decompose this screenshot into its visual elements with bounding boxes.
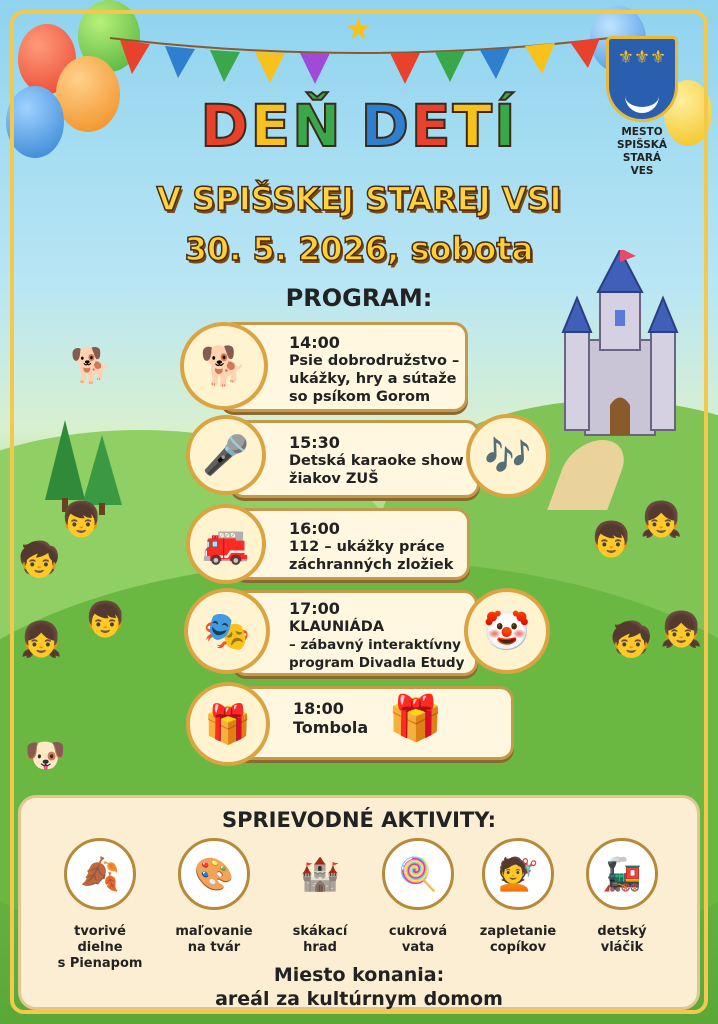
title-letter: Í [494,92,518,160]
program-item-1530: 15:30 Detská karaoke show žiakov ZUŠ [230,420,480,498]
program-time: 15:30 [289,433,340,452]
subtitle: V SPIŠSKEJ STAREJ VSI [156,180,562,218]
activity-face-paint: 🎨 maľovanie na tvár [164,838,264,956]
venue-place: areál za kultúrnym domom [215,988,503,1010]
kid-icon: 👧 [20,620,63,660]
title-letter: D [200,92,251,160]
kid-icon: 👦 [84,600,127,640]
activities-heading: SPRIEVODNÉ AKTIVITY: [221,808,497,832]
face-paint-icon: 🎨 [178,838,250,910]
kid-icon: 👦 [590,520,633,560]
gift-ticket-icon: 🎁 [388,693,443,744]
crest-label: MESTO SPIŠSKÁ STARÁ VES [616,126,668,177]
puppy-icon: 🐶 [24,736,67,776]
program-heading: PROGRAM: [285,284,433,312]
title-letter: E [250,92,293,160]
braid-icon: 💇 [482,838,554,910]
fire-truck-icon: 🚒 [186,504,266,584]
venue-label: Miesto konania: [273,964,445,986]
title-letter: T [452,92,495,160]
bouncy-castle-icon: 🏰 [300,855,340,893]
star-icon: ★ [345,12,372,47]
kid-icon: 🧒 [610,620,653,660]
crest-shield-icon: ⚜⚜⚜ [606,36,678,122]
gift-icon: 🎁 [186,682,270,766]
train-icon: 🚂 [586,838,658,910]
activity-train: 🚂 detský vláčik [572,838,672,956]
leaf-cards-icon: 🍂 [64,838,136,910]
program-time: 16:00 [289,519,340,538]
activity-bouncy-castle: 🏰 skákací hrad [270,838,370,956]
stage-icon: 🎭 [184,588,270,674]
kid-icon: 👧 [660,610,703,650]
flying-dog-icon: 🐕 [70,346,113,386]
clown-icon: 🤡 [464,588,550,674]
kid-icon: 👦 [60,500,103,540]
event-date: 30. 5. 2026, sobota [184,230,534,268]
program-item-1600: 16:00 112 – ukážky práce záchranných zložiek [232,508,470,580]
poster-frame [10,10,708,1014]
program-time: 17:00 [289,599,340,618]
title-letter: E [410,92,453,160]
activity-workshop: 🍂 tvorivé dielne s Pienapom [50,838,150,972]
kid-icon: 🧒 [18,540,61,580]
activity-cotton-candy: 🍭 cukrová vata [368,838,468,956]
title-letter: Ň [292,92,343,160]
cotton-candy-icon: 🍭 [382,838,454,910]
activity-braids: 💇 zapletanie copíkov [468,838,568,956]
title-letter: D [360,92,411,160]
program-time: 18:00 [293,699,344,718]
dog-icon: 🐕 [180,322,268,410]
program-item-1700: 17:00 KLAUNIÁDA – zábavný interaktívny program Divadla Etudy [232,590,478,676]
karaoke-kids-icon: 🎶 [466,414,550,498]
microphone-icon: 🎤 [186,415,266,495]
program-item-1400: 14:00 Psie dobrodružstvo – ukážky, hry a sútaže so psíkom Gorom [220,322,468,412]
program-time: 14:00 [289,333,340,352]
kid-icon: 👧 [640,500,683,540]
program-item-1800: 18:00 Tombola [232,686,514,760]
